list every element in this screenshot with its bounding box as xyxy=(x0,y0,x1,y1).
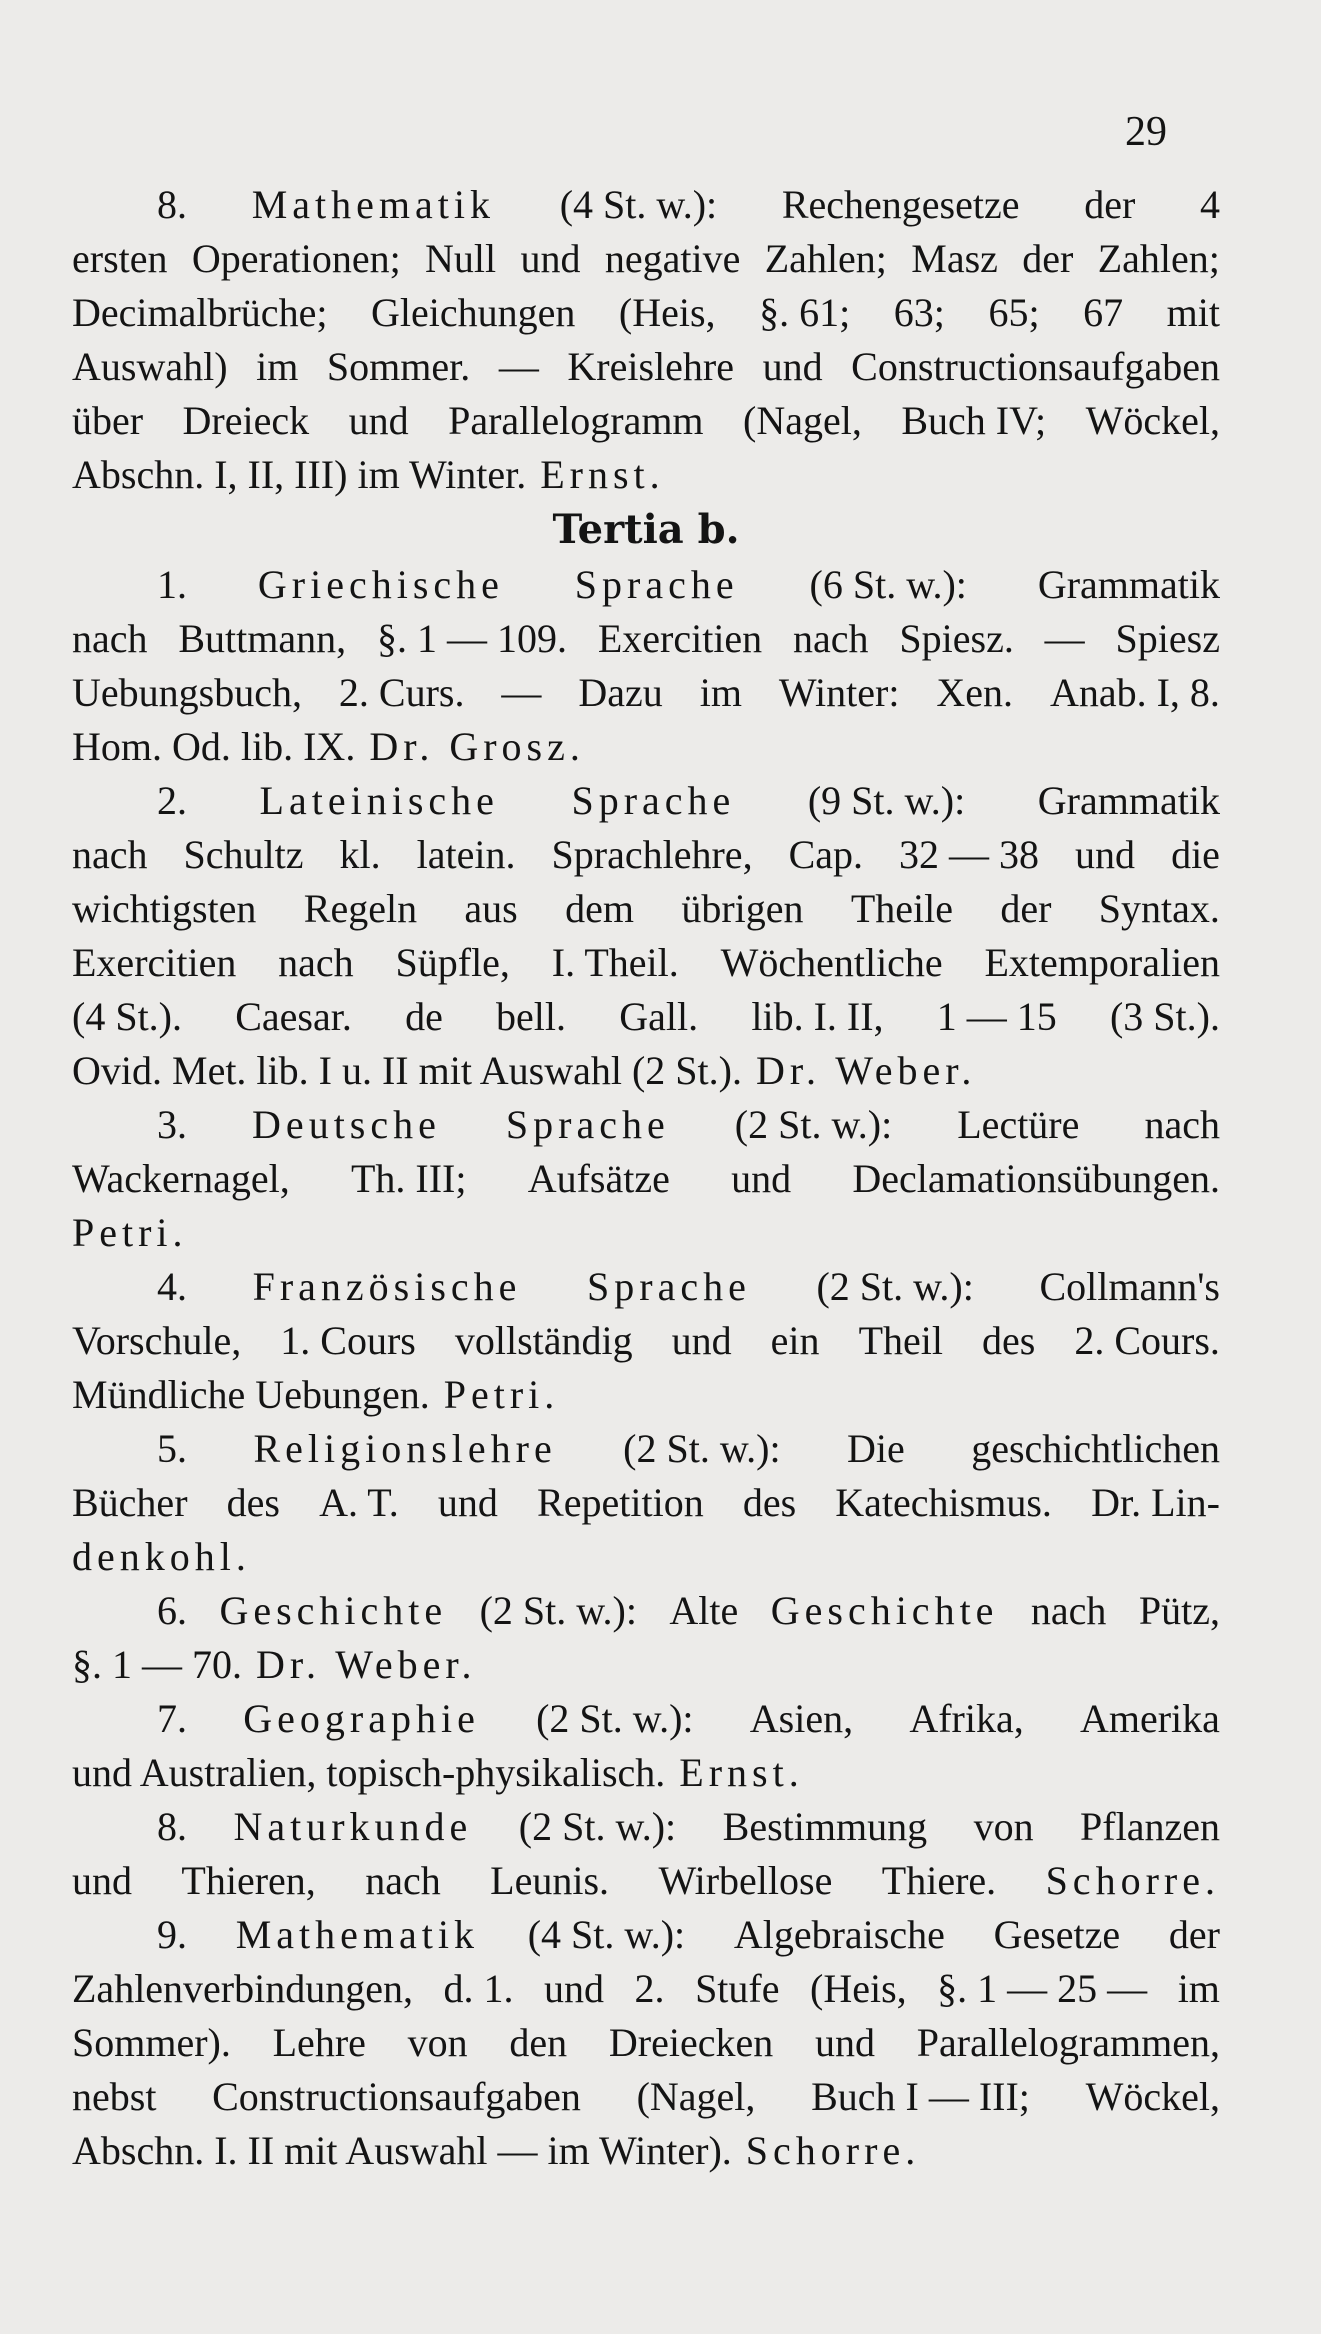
word: Constructionsaufgaben xyxy=(212,2074,581,2119)
word: und xyxy=(520,236,581,281)
word: im xyxy=(256,344,299,389)
word: Dr. Lin- xyxy=(1091,1480,1220,1525)
word: im xyxy=(1177,1966,1220,2011)
text-line xyxy=(72,1746,1220,1800)
text-line xyxy=(72,448,1220,502)
word: nach xyxy=(278,940,354,985)
word: Extemporalien xyxy=(984,940,1220,985)
text-line xyxy=(72,1206,1220,1260)
word: Sprache xyxy=(574,562,739,607)
text-line xyxy=(72,1260,1220,1314)
word: Wackernagel, xyxy=(72,1156,290,1201)
word: Mündliche Uebungen. xyxy=(72,1372,430,1417)
word: Wöckel, xyxy=(1085,2074,1220,2119)
word: Gleichungen xyxy=(370,290,576,335)
text-line xyxy=(72,1314,1220,1368)
word: nach xyxy=(1030,1588,1107,1633)
word: Wöchentliche xyxy=(720,940,943,985)
text-line xyxy=(72,340,1220,394)
word: Deutsche xyxy=(252,1102,441,1147)
text-line xyxy=(72,774,1220,828)
text-line xyxy=(72,1584,1220,1638)
word: 1. Cours xyxy=(280,1318,416,1363)
word: Theile xyxy=(850,886,954,931)
word: Dr. Grosz. xyxy=(369,724,585,769)
text-line xyxy=(72,666,1220,720)
word: Mathematik xyxy=(251,182,495,227)
word: nach xyxy=(1144,1102,1220,1147)
word: Zahlen; xyxy=(764,236,887,281)
word: 7. xyxy=(157,1696,187,1741)
word: Mathematik xyxy=(235,1912,479,1957)
word: (Heis, xyxy=(618,290,716,335)
word: Theil xyxy=(858,1318,943,1363)
word: Alte xyxy=(669,1588,739,1633)
word: im xyxy=(699,670,742,715)
word: Wöckel, xyxy=(1085,398,1220,443)
text-line xyxy=(72,2016,1220,2070)
word: Anab. I, 8. xyxy=(1049,670,1220,715)
word: nach xyxy=(72,616,148,661)
word: Spiesz xyxy=(1115,616,1220,661)
word: negative xyxy=(604,236,741,281)
word: (Nagel, xyxy=(743,398,862,443)
text-line xyxy=(72,720,1220,774)
word: (Heis, xyxy=(810,1966,907,2011)
word: Zahlen; xyxy=(1097,236,1220,281)
text-line xyxy=(72,1638,1220,1692)
word: Abschn. I. II mit Auswahl — im Winter). xyxy=(72,2128,732,2173)
word: (2 St. w.): xyxy=(623,1426,781,1471)
word: 2. Cours. xyxy=(1074,1318,1220,1363)
word: Rechengesetze xyxy=(781,182,1020,227)
word: geschichtlichen xyxy=(971,1426,1220,1471)
word: und xyxy=(544,1966,605,2011)
word: 8. xyxy=(157,1804,187,1849)
word: Leunis. xyxy=(490,1858,610,1903)
word: Buch IV; xyxy=(901,398,1047,443)
word: §. 1 — 25 — xyxy=(937,1966,1148,2011)
word: Petri. xyxy=(443,1372,560,1417)
word: und xyxy=(731,1156,792,1201)
word: ein xyxy=(770,1318,820,1363)
word: (2 St. w.): xyxy=(816,1264,974,1309)
word: Exercitien xyxy=(72,940,237,985)
word: 4. xyxy=(157,1264,187,1309)
word: Collmann's xyxy=(1039,1264,1220,1309)
word: nach xyxy=(793,616,869,661)
word: (6 St. w.): xyxy=(809,562,967,607)
word: Naturkunde xyxy=(233,1804,473,1849)
word: Religionslehre xyxy=(253,1426,557,1471)
word: (4 St.). xyxy=(72,994,182,1039)
word: Ernst. xyxy=(540,452,665,497)
word: von xyxy=(973,1804,1034,1849)
word: (3 St.). xyxy=(1109,994,1220,1039)
text-line xyxy=(72,178,1220,232)
word: des xyxy=(742,1480,797,1525)
word: §. 1 — 70. xyxy=(72,1642,242,1687)
tertia-b-section xyxy=(72,558,1220,2178)
word: kl. xyxy=(339,832,381,877)
word: (2 St. w.): xyxy=(518,1804,677,1849)
text-line xyxy=(72,882,1220,936)
word: Kreislehre xyxy=(567,344,735,389)
word: Afrika, xyxy=(909,1696,1024,1741)
word: Ernst. xyxy=(679,1750,804,1795)
word: denkohl. xyxy=(72,1534,251,1579)
word: wichtigsten xyxy=(72,886,257,931)
word: Schorre. xyxy=(745,2128,921,2173)
word: (Nagel, xyxy=(636,2074,756,2119)
word: Th. III; xyxy=(350,1156,467,1201)
word: (4 St. w.): xyxy=(527,1912,686,1957)
word: des xyxy=(226,1480,280,1525)
text-line xyxy=(72,828,1220,882)
word: Aufsätze xyxy=(527,1156,670,1201)
word: Sprache xyxy=(505,1102,670,1147)
word: Gall. xyxy=(619,994,699,1039)
word: 63; xyxy=(893,290,945,335)
word: Algebraische xyxy=(733,1912,945,1957)
text-line xyxy=(72,1368,1220,1422)
text-line xyxy=(72,1422,1220,1476)
word: 6. xyxy=(157,1588,187,1633)
word: 1 — 15 xyxy=(936,994,1057,1039)
word: §. 61; xyxy=(759,290,851,335)
word: (2 St. w.): xyxy=(479,1588,637,1633)
word: Pflanzen xyxy=(1080,1804,1220,1849)
text-line xyxy=(72,1800,1220,1854)
word: Abschn. I, II, III) im Winter. xyxy=(72,452,527,497)
text-line xyxy=(72,612,1220,666)
word: 2. xyxy=(634,1966,665,2011)
word: Dr. Weber. xyxy=(256,1642,477,1687)
word: 8. xyxy=(157,182,187,227)
word: und xyxy=(437,1480,498,1525)
word: Null xyxy=(425,236,497,281)
word: Sommer. xyxy=(326,344,471,389)
section-heading-tertia-b: Tertia b. xyxy=(552,506,740,553)
word: Bestimmung xyxy=(722,1804,928,1849)
word: des xyxy=(982,1318,1036,1363)
word: Parallelogramm xyxy=(448,398,704,443)
word: 65; xyxy=(988,290,1040,335)
word: Stufe xyxy=(695,1966,780,2011)
word: 9. xyxy=(157,1912,187,1957)
word: 67 xyxy=(1083,290,1124,335)
word: Spiesz. xyxy=(899,616,1014,661)
word: Pütz, xyxy=(1138,1588,1220,1633)
text-line xyxy=(72,394,1220,448)
word: und xyxy=(72,1858,132,1903)
word: nach xyxy=(365,1858,441,1903)
text-line xyxy=(72,1692,1220,1746)
text-line xyxy=(72,286,1220,340)
word: Winter: xyxy=(778,670,900,715)
word: 1. xyxy=(157,562,187,607)
word: der xyxy=(1000,886,1052,931)
text-line xyxy=(72,1908,1220,1962)
word: (4 St. w.): xyxy=(559,182,718,227)
text-line xyxy=(72,1098,1220,1152)
word: §. 1 — 109. xyxy=(376,616,567,661)
word: Asien, xyxy=(749,1696,854,1741)
word: von xyxy=(407,2020,468,2065)
word: Sommer). xyxy=(72,2020,231,2065)
word: Griechische xyxy=(257,562,504,607)
text-line xyxy=(72,990,1220,1044)
word: Declamationsübungen. xyxy=(852,1156,1220,1201)
page-body xyxy=(72,178,1220,2178)
word: Dreieck xyxy=(182,398,310,443)
word: Dazu xyxy=(578,670,663,715)
word: 2. xyxy=(157,778,187,823)
word: Repetition xyxy=(537,1480,704,1525)
word: Caesar. xyxy=(235,994,352,1039)
word: der xyxy=(1022,236,1074,281)
word: die xyxy=(1171,832,1220,877)
word: Katechismus. xyxy=(835,1480,1052,1525)
word: (2 St. w.): xyxy=(536,1696,694,1741)
word: 32 — 38 xyxy=(899,832,1040,877)
word: und xyxy=(762,344,823,389)
word: Dr. Weber. xyxy=(755,1048,977,1093)
word: Süpfle, xyxy=(395,940,510,985)
word: Geographie xyxy=(243,1696,480,1741)
word: Regeln xyxy=(303,886,418,931)
word: 3. xyxy=(157,1102,187,1147)
word: de xyxy=(405,994,443,1039)
word: I. Theil. xyxy=(551,940,679,985)
word: Geschichte xyxy=(219,1588,448,1633)
word: Syntax. xyxy=(1098,886,1220,931)
word: — xyxy=(1044,616,1085,661)
word: Buch I — III; xyxy=(811,2074,1030,2119)
text-line xyxy=(72,558,1220,612)
word: und xyxy=(671,1318,732,1363)
mathematik-tertia-a-section xyxy=(72,178,1220,502)
word: Buttmann, xyxy=(178,616,347,661)
text-line xyxy=(72,936,1220,990)
word: Sprache xyxy=(571,778,736,823)
word: Wirbellose xyxy=(658,1858,833,1903)
word: Schorre. xyxy=(1045,1858,1220,1903)
word: Cap. xyxy=(788,832,864,877)
text-line xyxy=(72,232,1220,286)
word: Sprachlehre, xyxy=(551,832,753,877)
text-line xyxy=(72,1044,1220,1098)
page-number: 29 xyxy=(1125,109,1167,155)
word: Vorschule, xyxy=(72,1318,242,1363)
word: nach xyxy=(72,832,148,877)
word: Operationen; xyxy=(191,236,401,281)
word: 4 xyxy=(1200,182,1220,227)
text-line xyxy=(72,1530,1220,1584)
word: der xyxy=(1168,1912,1220,1957)
word: (9 St. w.): xyxy=(807,778,966,823)
word: Amerika xyxy=(1079,1696,1220,1741)
word: Lehre xyxy=(272,2020,366,2065)
word: Uebungsbuch, xyxy=(72,670,302,715)
word: — xyxy=(501,670,542,715)
word: übrigen xyxy=(681,886,804,931)
text-line xyxy=(72,2124,1220,2178)
word: lib. I. II, xyxy=(751,994,884,1039)
text-line xyxy=(72,1962,1220,2016)
word: Lectüre xyxy=(957,1102,1080,1147)
word: nebst xyxy=(72,2074,157,2119)
word: über xyxy=(72,398,144,443)
word: Hom. Od. lib. IX. xyxy=(72,724,356,769)
text-line xyxy=(72,1476,1220,1530)
word: Geschichte xyxy=(770,1588,999,1633)
word: Dreiecken xyxy=(608,2020,774,2065)
word: Thiere. xyxy=(881,1858,997,1903)
word: Lateinische xyxy=(259,778,499,823)
word: und xyxy=(815,2020,875,2065)
word: Gesetze xyxy=(993,1912,1121,1957)
text-line xyxy=(72,1854,1220,1908)
word: — xyxy=(498,344,539,389)
word: Bücher xyxy=(72,1480,188,1525)
word: Thieren, xyxy=(181,1858,316,1903)
word: Auswahl) xyxy=(72,344,228,389)
word: Die xyxy=(847,1426,905,1471)
word: Grammatik xyxy=(1037,778,1220,823)
word: mit xyxy=(1166,290,1220,335)
text-line xyxy=(72,2070,1220,2124)
word: Schultz xyxy=(183,832,304,877)
word: Exercitien xyxy=(597,616,763,661)
word: Sprache xyxy=(587,1264,751,1309)
word: 2. Curs. xyxy=(338,670,465,715)
word: der xyxy=(1084,182,1136,227)
word: 5. xyxy=(157,1426,187,1471)
word: (2 St. w.): xyxy=(734,1102,893,1147)
word: Masz xyxy=(911,236,998,281)
word: aus xyxy=(464,886,518,931)
word: Französische xyxy=(252,1264,522,1309)
word: den xyxy=(509,2020,568,2065)
word: A. T. xyxy=(319,1480,399,1525)
word: latein. xyxy=(416,832,516,877)
word: bell. xyxy=(496,994,567,1039)
word: Parallelogrammen, xyxy=(916,2020,1220,2065)
text-line xyxy=(72,1152,1220,1206)
word: Xen. xyxy=(936,670,1014,715)
word: vollständig xyxy=(454,1318,633,1363)
word: Zahlenverbindungen, xyxy=(72,1966,413,2011)
word: Ovid. Met. lib. I u. II mit Auswahl (2 St.). xyxy=(72,1048,742,1093)
word: ersten xyxy=(72,236,168,281)
word: und Australien, topisch-physikalisch. xyxy=(72,1750,666,1795)
word: Constructionsaufgaben xyxy=(851,344,1220,389)
word: Grammatik xyxy=(1037,562,1220,607)
word: Decimalbrüche; xyxy=(72,290,328,335)
word: dem xyxy=(565,886,634,931)
word: Petri. xyxy=(72,1210,188,1255)
word: und xyxy=(1075,832,1136,877)
word: d. 1. xyxy=(443,1966,514,2011)
word: und xyxy=(348,398,409,443)
